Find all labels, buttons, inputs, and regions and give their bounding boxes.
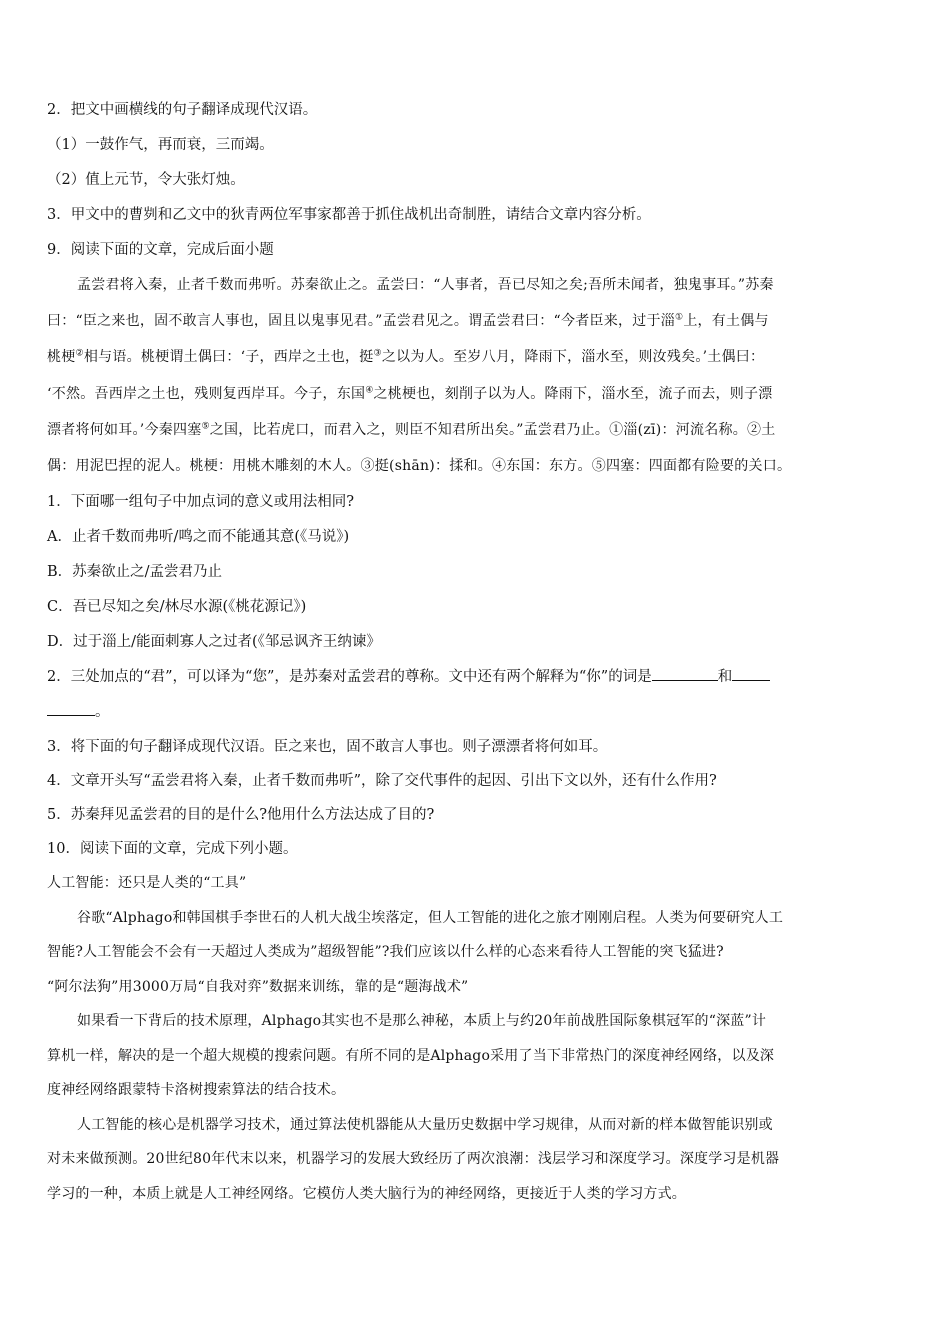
- q9-question-5: 5．苏秦拜见孟尝君的目的是什么?他用什么方法达成了目的?: [47, 807, 435, 824]
- passage-line: ‘不然。吾西岸之土也，残则复西岸耳。今子，东国④之桃梗也，刻削子以为人。降雨下，淄水至，流子而去，则子漂: [47, 384, 773, 402]
- article-line: 度神经网络跟蒙特卡洛树搜索算法的结合技术。: [47, 1082, 346, 1099]
- q9-option-a: A．止者千数而弗听/鸣之而不能通其意(《马说》): [47, 529, 350, 546]
- article-line: 对未来做预测。20世纪80年代末以来，机器学习的发展大致经历了两次浪潮：浅层学习和深度学习。深度学习是机器: [47, 1151, 780, 1168]
- answer-blank[interactable]: [47, 701, 95, 716]
- article-line: 如果看一下背后的技术原理，Alphago其实也不是那么神秘，本质上与约20年前战胜国际象棋冠军的“深蓝”计: [77, 1013, 767, 1030]
- article-line: 学习的一种，本质上就是人工神经网络。它模仿人类大脑行为的神经网络，更接近于人类的学习方式。: [47, 1185, 686, 1202]
- q9-question-2: 2．三处加点的“君”，可以译为“您”，是苏秦对孟尝君的尊称。文中还有两个解释为“你”的词是 和: [47, 663, 905, 698]
- q9-heading: 9．阅读下面的文章，完成后面小题: [47, 242, 274, 258]
- q8-question-2-2: （2）值上元节，令大张灯烛。: [47, 172, 245, 188]
- footnote-marker: ①: [674, 312, 684, 323]
- footnote-marker: ②: [75, 348, 84, 359]
- answer-blank[interactable]: [732, 666, 770, 681]
- passage-line: 偶：用泥巴捏的泥人。桃梗：用桃木雕刻的木人。③挺(shān)：揉和。④东国：东方。⑤四塞：四面都有险要的关口。: [47, 457, 792, 474]
- passage-line: 桃梗②相与语。桃梗谓土偶曰：‘子，西岸之土也，挺③之以为人。至岁八月，降雨下，淄水至，则汝残矣。’土偶曰：: [47, 348, 765, 366]
- answer-blank[interactable]: [652, 666, 718, 681]
- q9-question-4: 4．文章开头写“孟尝君将入秦，止者千数而弗听”，除了交代事件的起因、引出下文以外，还有什么作用?: [47, 773, 717, 790]
- passage-line: 漂者将何如耳。’今秦四塞⑤之国，比若虎口，而君入之，则臣不知君所出矣。”孟尝君乃止。①淄(zī)：河流名称。②土: [47, 421, 776, 438]
- q10-heading: 10．阅读下面的文章，完成下列小题。: [47, 841, 298, 858]
- article-subtitle: “阿尔法狗”用3000万局“自我对弈”数据来训练，靠的是“题海战术”: [47, 978, 469, 995]
- q9-question-3: 3．将下面的句子翻译成现代汉语。臣之来也，固不敢言人事也。则子漂漂者将何如耳。: [47, 739, 608, 756]
- q9-question-1: 1．下面哪一组句子中加点词的意义或用法相同?: [47, 494, 354, 511]
- article-line: 谷歌“Alphago和韩国棋手李世石的人机大战尘埃落定，但人工智能的进化之旅才刚刚启程。人类为何要研究人工: [77, 909, 784, 926]
- q9-option-c: C．吾已尽知之矣/林尽水源(《桃花源记》): [47, 599, 307, 616]
- passage-line: 曰：“臣之来也，固不敢言人事也，固且以鬼事见君。”孟尝君见之。谓孟尝君曰：“今者臣来，过于淄①上，有土偶与: [47, 312, 769, 330]
- footnote-marker: ⑤: [201, 421, 210, 432]
- document-page: [47, 96, 905, 1214]
- q9-question-2-cont: 。: [47, 698, 905, 733]
- article-line: 算机一样，解决的是一个超大规模的搜索问题。有所不同的是Alphago采用了当下非常热门的深度神经网络，以及深: [47, 1047, 775, 1064]
- q9-option-b: B．苏秦欲止之/孟尝君乃止: [47, 564, 223, 581]
- article-line: 人工智能的核心是机器学习技术，通过算法使机器能从大量历史数据中学习规律，从而对新的样本做智能识别或: [77, 1116, 773, 1133]
- article-line: 智能?人工智能会不会有一天超过人类成为”超级智能”?我们应该以什么样的心态来看待人工智能的突飞猛进?: [47, 944, 724, 961]
- q8-question-2-1: （1）一鼓作气，再而衰，三而竭。: [47, 137, 274, 153]
- footnote-marker: ③: [373, 348, 382, 359]
- q9-passage: [47, 271, 905, 488]
- footnote-marker: ④: [365, 384, 374, 395]
- passage-line: 孟尝君将入秦，止者千数而弗听。苏秦欲止之。孟尝曰：“人事者，吾已尽知之矣;吾所未闻者，独鬼事耳。”苏秦: [77, 277, 774, 293]
- q8-question-2: 2．把文中画横线的句子翻译成现代汉语。: [47, 102, 318, 118]
- article-title: 人工智能：还只是人类的“工具”: [47, 875, 247, 892]
- q8-question-3: 3．甲文中的曹刿和乙文中的狄青两位军事家都善于抓住战机出奇制胜，请结合文章内容分析。: [47, 207, 651, 223]
- q9-option-d: D．过于淄上/能面刺寡人之过者(《邹忌讽齐王纳谏》: [47, 634, 381, 651]
